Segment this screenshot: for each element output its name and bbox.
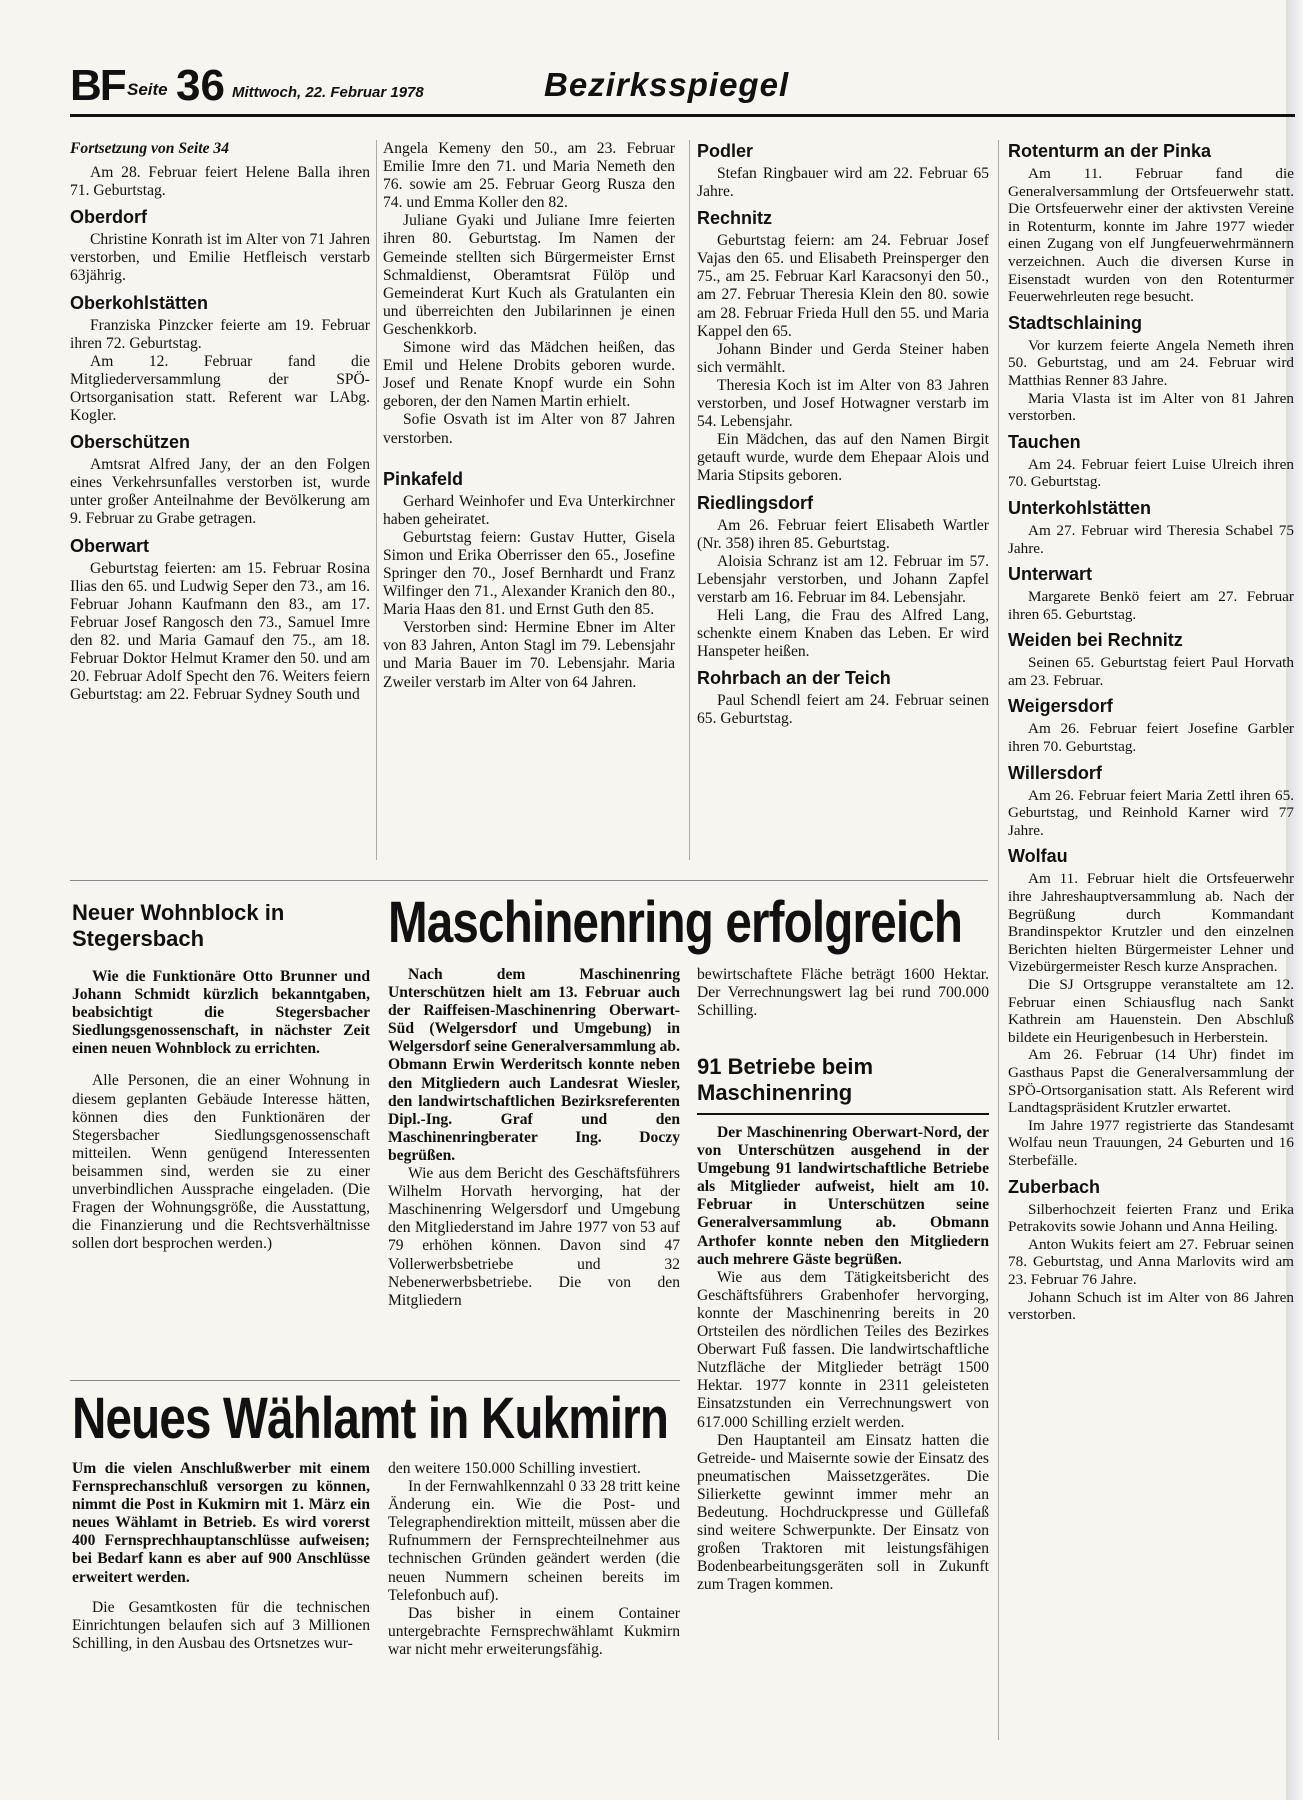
article-text: Geburtstag feiern: Gustav Hutter, Gisela Simon und Erika Oberrisser den 65., Josefine Springer den 70., Josef Bernhardt und Franz Wilfinger den 71., Alexander Kranich den 80., Maria Haas den 81. und Ernst Guth den 85. <box>383 528 675 619</box>
town-heading: Oberdorf <box>70 207 148 228</box>
article-text: Silberhochzeit feierten Franz und Erika Petrakovits sowie Johann und Anna Heiling. <box>1008 1200 1294 1236</box>
column-3 <box>697 140 989 728</box>
article-text: Am 26. Februar feiert Josefine Garbler ihren 70. Geburtstag. <box>1008 720 1294 756</box>
maschinenring-article <box>388 966 680 1310</box>
article-text: In der Fernwahlkennzahl 0 33 28 tritt keine Änderung ein. Wie die Post- und Telegraphendirektion mitteilt, müssen aber die Rufnummern der Fernsprechteilnehmer aus technischen Gründen geändert werden (die neuen Nummern scheinen bereits im Telefonbuch auf). <box>388 1478 680 1604</box>
waehlamt-article-left <box>72 1460 370 1653</box>
article-text: Am 24. Februar feiert Luise Ulreich ihren 70. Geburtstag. <box>1008 455 1294 491</box>
town-heading: Oberkohlstätten <box>70 292 209 313</box>
article-text: Am 26. Februar (14 Uhr) findet im Gasthaus Papst die Generalversammlung der SPÖ-Ortsorganisation statt. Als Referent wird Landtagspräsident Krutzler erwartet. <box>1008 1046 1294 1117</box>
column-separator <box>689 140 690 860</box>
column-1 <box>70 140 370 704</box>
masthead-rule <box>70 114 1295 117</box>
article-text: Geburtstag feierten: am 15. Februar Rosina Ilias den 65. und Ludwig Seper den 73., am 16. Februar Johann Kaufmann den 83., am 17. Februar Josef Rangosch den 73., Samuel Imre den 82. und Maria Gamauf den 75., am 18. Februar Doktor Helmut Kramer den 50. und am 20. Februar Adolf Specht den 76. Weiters feiern Geburtstag: am 22. Februar Sydney South und <box>70 559 370 704</box>
article-text: Am 27. Februar wird Theresia Schabel 75 Jahre. <box>1008 521 1294 557</box>
article-text: Margarete Benkö feiert am 27. Februar ihren 65. Geburtstag. <box>1008 588 1294 623</box>
town-heading: Unterkohlstätten <box>1008 497 1152 518</box>
town-heading: Pinkafeld <box>383 468 464 489</box>
waehlamt-article-right <box>388 1460 680 1659</box>
article-text: Amtsrat Alfred Jany, der an den Folgen eines Verkehrsunfalles verstorben ist, wurde unter großer Anteilnahme der Bevölkerung am 9. Februar zu Grabe getragen. <box>70 456 370 528</box>
seite-label: Seite <box>127 80 168 99</box>
article-text: Johann Binder und Gerda Steiner haben sich vermählt. <box>697 340 989 376</box>
article-text: Anton Wukits feiert am 27. Februar seinen 78. Geburtstag, und Anna Marlovits wird am 23. Februar 76 Jahre. <box>1008 1235 1294 1288</box>
article-lead: Um die vielen Anschlußwerber mit einem Fernsprechanschluß versorgen zu können, nimmt die Post in Kukmirn mit 1. März ein neues Wählamt in Betrieb. Es wird vorerst 400 Fernsprechhauptanschlüsse aufweisen; bei Bedarf kann es aber auf 900 Anschlüsse erweitert werden. <box>72 1460 370 1586</box>
continuation-note: Fortsetzung von Seite 34 <box>70 140 229 157</box>
article-text: Paul Schendl feiert am 24. Februar seinen 65. Geburtstag. <box>697 692 989 728</box>
issue-date: Mittwoch, 22. Februar 1978 <box>232 84 424 101</box>
headline-rule <box>697 1113 989 1115</box>
town-heading: Tauchen <box>1008 431 1081 452</box>
article-lead: Nach dem Maschinenring Unterschützen hielt am 13. Februar auch der Raiffeisen-Maschinenring Oberwart-Süd (Welgersdorf und Umgebung) in Welgersdorf seine Generalversammlung ab. Obmann Erwin Werderitsch konnte neben den Mitgliedern auch Landesrat Wiesler, den landwirtschaftlichen Bezirksreferenten Dipl.-Ing. Graf und den Maschinenringberater Ing. Doczy begrüßen. <box>388 966 680 1164</box>
article-text: Wie aus dem Bericht des Geschäftsführers Wilhelm Horvath hervorging, hat der Maschinenring Welgersdorf und Umgebung den Mitgliederstand im Jahre 1977 von 53 auf 79 erhöhen können. Davon sind 47 Vollerwerbsbetriebe und 32 Nebenerwerbsbetriebe. Die von den Mitgliedern <box>388 1165 680 1309</box>
article-text: Am 26. Februar feiert Elisabeth Wartler (Nr. 358) ihren 85. Geburtstag. <box>697 516 989 552</box>
article-text: Seinen 65. Geburtstag feiert Paul Horvath am 23. Februar. <box>1008 654 1294 689</box>
maschinenring-continued <box>697 966 989 1020</box>
article-text: Am 11. Februar fand die Generalversammlung der Ortsfeuerwehr statt. Die Ortsfeuerwehr einer der aktivsten Vereine in Rotenturm, konnte im Jahre 1977 wieder einen Zugang von elf Jungfeuerwehrmännern verzeichnen. Auch die diversen Kurse in Eisenstadt wurden von den Rotenturmer Feuerwehrleuten rege besucht. <box>1008 165 1294 306</box>
masthead <box>70 62 1292 110</box>
section-title: Bezirksspiegel <box>544 66 790 103</box>
article-text: Johann Schuch ist im Alter von 86 Jahren verstorben. <box>1008 1288 1294 1324</box>
article-text: Heli Lang, die Frau des Alfred Lang, schenkte einem Knaben das Leben. Er wird Hanspeter heißen. <box>697 606 989 661</box>
betriebe-headline: 91 Betriebe beim Maschinenring <box>697 1054 874 1105</box>
article-text: Franziska Pinzcker feierte am 19. Februar ihren 72. Geburtstag. <box>70 316 370 352</box>
article-text: Theresia Koch ist im Alter von 83 Jahren verstorben, und Josef Hotwagner verstarb im 54. Lebensjahr. <box>697 376 989 431</box>
town-heading: Podler <box>697 141 754 161</box>
article-text: Maria Vlasta ist im Alter von 81 Jahren verstorben. <box>1008 389 1294 425</box>
town-heading: Riedlingsdorf <box>697 492 813 513</box>
article-text: Angela Kemeny den 50., am 23. Februar Emilie Imre den 71. und Maria Nemeth den 76. sowie am 25. Februar Georg Rusza den 74. und Emma Koller den 82. <box>383 140 675 212</box>
article-text: Verstorben sind: Hermine Ebner im Alter von 83 Jahren, Anton Stagl im 79. Lebensjahr und Maria Bauer im 70. Lebensjahr. Maria Zweiler verstarb im Alter von 64 Jahren. <box>383 619 675 691</box>
town-heading: Oberwart <box>70 535 150 556</box>
article-text: Die SJ Ortsgruppe veranstaltete am 12. Februar einen Schiausflug nach Sankt Kathrein am Hauenstein. Den Abschluß bildete ein Heurigenbesuch in Herberstein. <box>1008 976 1294 1046</box>
article-text: Am 11. Februar hielt die Ortsfeuerwehr ihre Jahreshauptversammlung ab. Nach der Begrüßung durch Kommandant Brandinspektor Krutzler und den einzelnen Berichten hielten Bürgermeister Lehner und Vizebürgermeister Resch kurze Ansprachen. <box>1008 870 1294 976</box>
town-heading: Weigersdorf <box>1008 696 1113 717</box>
article-lead: Wie die Funktionäre Otto Brunner und Johann Schmidt kürzlich bekanntgaben, beabsichtigt die Stegersbacher Siedlungsgenossenschaft, in nächster Zeit einen neuen Wohnblock zu errichten. <box>72 968 370 1058</box>
article-text: den weitere 150.000 Schilling investiert. <box>388 1460 641 1477</box>
wohnblock-article <box>72 968 370 1253</box>
article-lead: Der Maschinenring Oberwart-Nord, der von Unterschützen ausgehend in der Umgebung 91 landwirtschaftliche Betriebe als Mitglieder aufweist, hielt am 10. Februar in Unterschützen seine Generalversammlung ab. Obmann Arthofer konnte neben den Mitgliedern auch mehrere Gäste begrüßen. <box>697 1124 989 1268</box>
article-text: Stefan Ringbauer wird am 22. Februar 65 Jahre. <box>697 165 989 201</box>
town-heading: Willersdorf <box>1008 762 1102 783</box>
article-text: Am 26. Februar feiert Maria Zettl ihren 65. Geburtstag, und Reinhold Karner wird 77 Jahre. <box>1008 786 1294 839</box>
article-text: Das bisher in einem Container untergebrachte Fernsprechwählamt Kukmirn war nicht mehr erweiterungsfähig. <box>388 1604 680 1658</box>
article-text: Christine Konrath ist im Alter von 71 Jahren verstorben, und Emilie Hetfleisch verstarb 63jährig. <box>70 231 370 285</box>
town-heading: Oberschützen <box>70 432 191 453</box>
article-text: bewirtschaftete Fläche beträgt 1600 Hektar. Der Verrechnungswert lag bei rund 700.000 Schilling. <box>697 966 989 1020</box>
article-text: Juliane Gyaki und Juliane Imre feierten ihren 80. Geburtstag. Im Namen der Gemeinde stellten sich Bürgermeister Ernst Schmaldienst, Oberamtsrat Fülöp und Gemeinderat Kurt Kuch als Gratulanten ein und überreichten den Jubilarinnen je einen Geschenkkorb. <box>383 212 675 338</box>
article-text: Alle Personen, die an einer Wohnung in diesem geplanten Gebäude Interesse hätten, können dies den Funktionären der Stegersbacher Siedlungsgenossenschaft mitteilen. Wenn genügend Interessenten beisammen sind, werden sie zu einer unverbindlichen Aussprache eingeladen. (Die Fragen der Wohnungsgröße, die Ausstattung, die Finanzierung und die Rechtsverhältnisse sollen dort besprochen werden.) <box>72 1072 370 1253</box>
town-heading: Rotenturm an der Pinka <box>1008 141 1212 161</box>
betriebe-article <box>697 1124 989 1594</box>
column-separator <box>998 140 999 1740</box>
town-heading: Zuberbach <box>1008 1176 1101 1197</box>
article-text: Vor kurzem feierte Angela Nemeth ihren 50. Geburtstag, und am 24. Februar wird Matthias Renner 83 Jahre. <box>1008 336 1294 389</box>
column-4 <box>1008 140 1294 1324</box>
article-text: Am 28. Februar feiert Helene Balla ihren 71. Geburtstag. <box>70 164 370 200</box>
town-heading: Stadtschlaining <box>1008 312 1143 333</box>
wohnblock-headline: Neuer Wohnblock in Stegersbach <box>72 900 285 951</box>
article-text: Geburtstag feiern: am 24. Februar Josef Vajas den 65. und Elisabeth Preinsperger den 75., am 25. Februar Karl Karacsonyi den 50., am 27. Februar Theresia Klein den 80. sowie am 28. Februar Frieda Hull den 55. und Maria Kappel den 65. <box>697 232 989 340</box>
column-separator <box>376 140 377 860</box>
town-heading: Unterwart <box>1008 564 1093 585</box>
block-divider <box>70 880 988 881</box>
town-heading: Rohrbach an der Teich <box>697 668 891 689</box>
article-text: Simone wird das Mädchen heißen, das Emil und Helene Drobits geboren wurde. Josef und Renate Knopf wurde ein Sohn geboren, der den Namen Martin erhielt. <box>383 339 675 411</box>
article-text: Wie aus dem Tätigkeitsbericht des Geschäftsführers Grabenhofer hervorging, konnte der Maschinenring bereits in 20 Ortsteilen des nördlichen Teiles des Bezirkes Oberwart Fuß fassen. Die landwirtschaftliche Nutzfläche der Mitglieder beträgt 1500 Hektar. 1977 konnte in 2311 geleisteten Einsatzstunden ein Verrechnungswert von 617.000 Schilling erzielt werden. <box>697 1268 989 1431</box>
article-text: Im Jahre 1977 registrierte das Standesamt Wolfau neun Trauungen, 24 Geburten und 16 Sterbefälle. <box>1008 1116 1294 1169</box>
article-text: Aloisia Schranz ist am 12. Februar im 57. Lebensjahr verstorben, und Johann Zapfel verstarb am 16. Februar im 84. Lebensjahr. <box>697 552 989 606</box>
page-number: 36 <box>176 61 225 110</box>
waehlamt-headline: Neues Wählamt in Kukmirn <box>72 1386 669 1451</box>
article-text: Den Hauptanteil am Einsatz hatten die Getreide- und Maisernte sowie der Einsatz des pneumatischen Maissetzgerätes. Die Silierkette gewinnt immer mehr an Bedeutung. Hochdruckpresse und Güllefaß sind weitere Schwerpunkte. Der Einsatz von großen Traktoren mit leistungsfähigen Bodenbearbeitungsgeräten soll in Zukunft zum Tragen kommen. <box>697 1431 989 1594</box>
article-text: Gerhard Weinhofer und Eva Unterkirchner haben geheiratet. <box>383 492 675 528</box>
town-heading: Rechnitz <box>697 208 773 229</box>
town-heading: Weiden bei Rechnitz <box>1008 630 1183 651</box>
article-text: Sofie Osvath ist im Alter von 87 Jahren verstorben. <box>383 411 675 447</box>
column-2 <box>383 140 675 692</box>
article-text: Ein Mädchen, das auf den Namen Birgit getauft wurde, wurde dem Ehepaar Alois und Maria Stipsits geboren. <box>697 431 989 485</box>
article-text: Am 12. Februar fand die Mitgliederversammlung der SPÖ-Ortsorganisation statt. Referent war LAbg. Kogler. <box>70 352 370 425</box>
paper-logo: BF <box>70 61 125 110</box>
town-heading: Wolfau <box>1008 846 1068 867</box>
block-divider <box>70 1380 680 1381</box>
maschinenring-headline: Maschinenring erfolgreich <box>388 890 963 955</box>
article-text: Die Gesamtkosten für die technischen Einrichtungen belaufen sich auf 3 Millionen Schilling, in den Ausbau des Ortsnetzes wur- <box>72 1598 370 1652</box>
